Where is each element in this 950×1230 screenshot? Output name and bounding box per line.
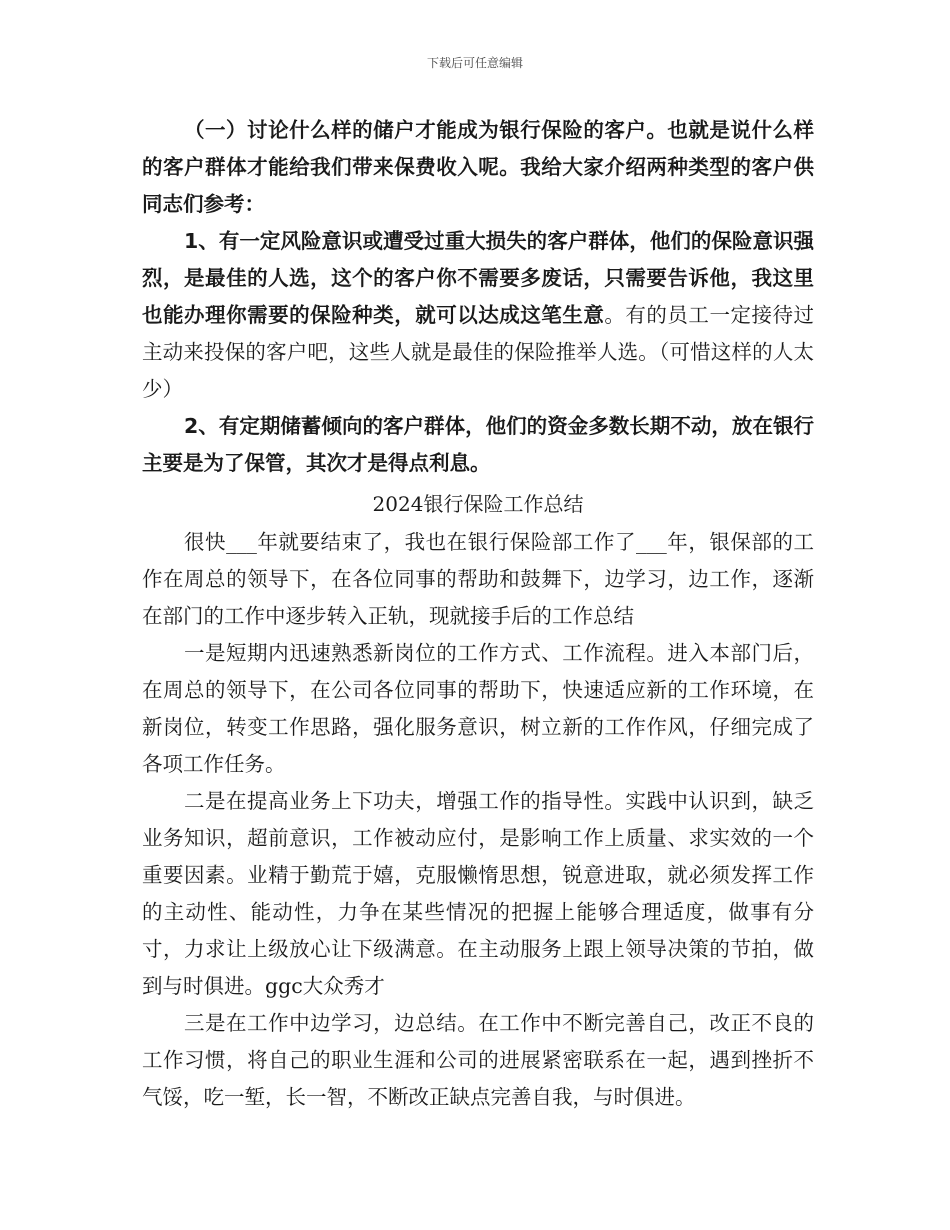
customer-type-1-normal-text: 。有的员工一定接待过主动来投保的客户吧，这些人就是最佳的保险推举人选。（可惜这样的人太少） <box>142 303 815 401</box>
summary-paragraph-third-point: 三是在工作中边学习，边总结。在工作中不断完善自己，改正不良的工作习惯，将自己的职业生涯和公司的进展紧密联系在一起，遇到挫折不气馁，吃一堑，长一智，不断改正缺点完善自我，与时俱进。 <box>142 1011 814 1109</box>
customer-type-2-paragraph: 2、有定期储蓄倾向的客户群体，他们的资金多数长期不动，放在银行主要是为了保管，其次才是得点利息。 <box>142 414 814 475</box>
customer-type-1-bold-text: 1、有一定风险意识或遭受过重大损失的客户群体，他们的保险意识强烈，是最佳的人选，这个的客户你不需要多废话，只需要告诉他，我这里也能办理你需要的保险种类，就可以达成这笔生意 <box>142 229 814 327</box>
section-intro-paragraph: （一）讨论什么样的储户才能成为银行保险的客户。也就是说什么样的客户群体才能给我们带来保费收入呢。我给大家介绍两种类型的客户供同志们参考： <box>142 118 814 216</box>
summary-paragraph-opening: 很快___年就要结束了，我也在银行保险部工作了___年，银保部的工作在周总的领导下，在各位同事的帮助和鼓舞下，边学习，边工作，逐渐在部门的工作中逐步转入正轨，现就接手后的工作总结 <box>142 530 814 628</box>
page-header-note: 下载后可任意编辑 <box>426 56 523 70</box>
summary-paragraph-second-point: 二是在提高业务上下功夫，增强工作的指导性。实践中认识到，缺乏业务知识，超前意识，工作被动应付，是影响工作上质量、求实效的一个重要因素。业精于勤荒于嬉，克服懒惰思想，锐意进取，就必须发挥工作的主动性、能动性，力争在某些情况的把握上能够合理适度，做事有分寸，力求让上级放心让下级满意。在主动服务上跟上领导决策的节拍，做到与时俱进。ggc大众秀才 <box>142 789 814 998</box>
summary-paragraph-first-point: 一是短期内迅速熟悉新岗位的工作方式、工作流程。进入本部门后，在周总的领导下，在公司各位同事的帮助下，快速适应新的工作环境，在新岗位，转变工作思路，强化服务意识，树立新的工作作风，仔细完成了各项工作任务。 <box>142 641 814 776</box>
document-body <box>142 112 814 1116</box>
document-title: 2024银行保险工作总结 <box>372 492 584 516</box>
customer-type-1-paragraph <box>142 223 814 408</box>
